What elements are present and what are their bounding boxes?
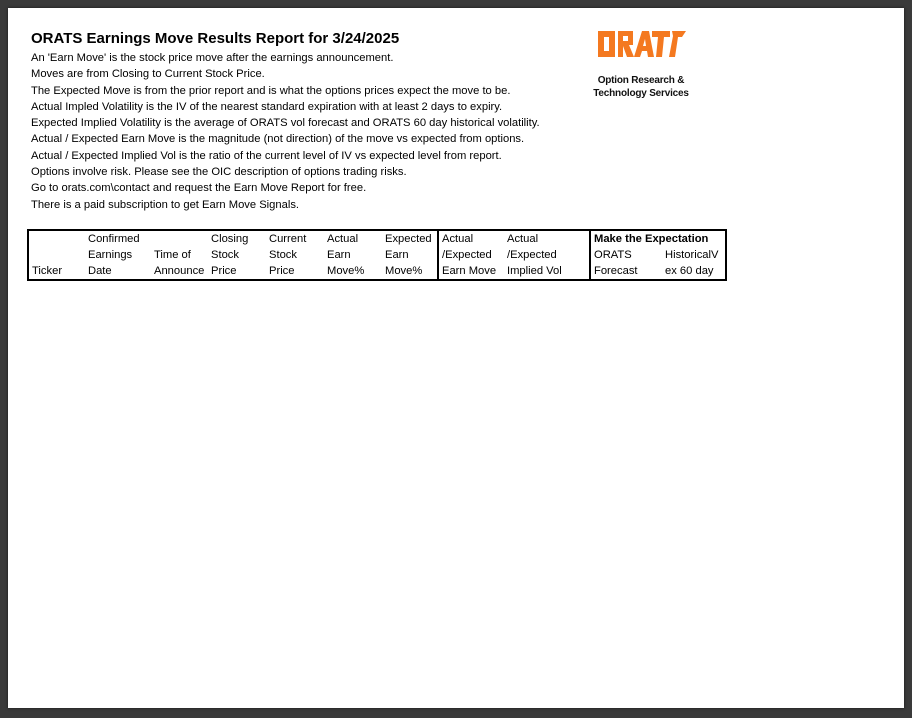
description-line: An 'Earn Move' is the stock price move after the earnings announcement. (31, 52, 394, 64)
header-cell: Actual (507, 233, 539, 245)
header-cell: Stock (211, 249, 239, 261)
header-cell: Time of (154, 249, 191, 261)
header-cell: ORATS (590, 247, 662, 263)
header-cell: Earn (327, 249, 351, 261)
report-description (31, 50, 540, 213)
description-line: Expected Implied Volatility is the average of ORATS vol forecast and ORATS 60 day historical volatility. (31, 117, 540, 130)
header-cell: Date (88, 265, 112, 277)
header-cell (28, 247, 85, 263)
description-line: Options involve risk. Please see the OIC description of options trading risks. (31, 166, 407, 179)
header-cell: Actual (438, 230, 504, 247)
header-cell: Expected (385, 233, 432, 245)
description-line: The Expected Move is from the prior report and is what the options prices expect the move to be. (31, 84, 511, 97)
header-cell: Ticker (32, 265, 63, 277)
header-cell: Closing (211, 233, 249, 245)
orats-logo (580, 28, 702, 98)
description-line: Actual / Expected Implied Vol is the ratio of the current level of IV vs expected level from report. (31, 149, 502, 162)
header-cell: Actual (327, 233, 359, 245)
earn-move-table (27, 229, 727, 281)
header-cell: Current (269, 233, 307, 245)
logo-tagline: Technology Services (593, 88, 689, 99)
header-cell: /Expected (507, 249, 557, 261)
description-line: Moves are from Closing to Current Stock Price. (31, 68, 265, 81)
header-cell: Implied Vol (507, 265, 562, 277)
header-cell (28, 230, 85, 247)
header-cell (151, 230, 208, 247)
header-cell: Earn Move (438, 263, 504, 280)
logo-tagline: Option Research & (597, 75, 685, 86)
header-cell: Earn (385, 249, 409, 261)
description-line: There is a paid subscription to get Earn Move Signals. (31, 198, 300, 211)
make-the-expectation-header: Make the Expectation (590, 230, 726, 247)
header-cell: HistoricalV (665, 249, 719, 261)
table-header-row (28, 247, 726, 263)
header-cell: Announce (154, 265, 205, 277)
description-line: Actual / Expected Earn Move is the magnitude (not direction) of the move vs expected from options. (31, 133, 525, 146)
header-cell: Price (211, 265, 237, 277)
header-cell: /Expected (438, 247, 504, 263)
table-header-row (28, 263, 726, 280)
description-line: Actual Impled Volatility is the IV of the nearest standard expiration with at least 2 days to expiry. (31, 100, 503, 113)
description-line: Go to orats.com\contact and request the Earn Move Report for free. (31, 182, 367, 195)
report-title: ORATS Earnings Move Results Report for 3/24/2025 (31, 30, 400, 47)
header-cell: Earnings (88, 249, 133, 261)
report-page (8, 8, 904, 708)
table-header-row (28, 230, 726, 247)
header-cell: Move% (327, 265, 365, 277)
header-cell: ex 60 day (665, 265, 714, 277)
header-cell: Confirmed (88, 233, 140, 245)
header-cell: Stock (269, 249, 297, 261)
header-cell: Move% (385, 265, 423, 277)
header-cell: Price (269, 265, 295, 277)
orats-logo-icon (596, 28, 688, 62)
header-cell: Forecast (590, 263, 662, 280)
